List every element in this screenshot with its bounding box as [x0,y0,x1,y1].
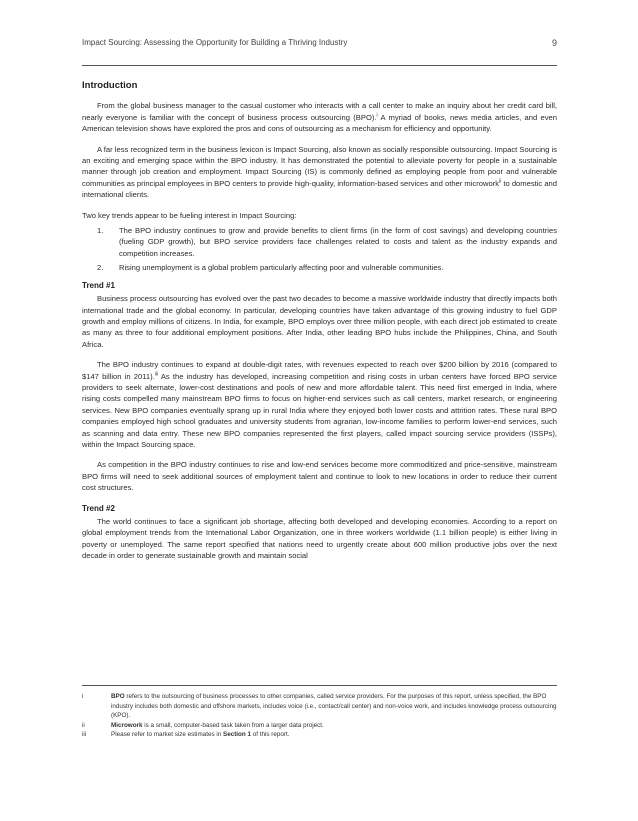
intro-paragraph-1: From the global business manager to the casual customer who interacts with a call center to make an inquiry about her credit card bill, nearly everyone is familiar with the concept of business process outsourcing (BPO).$^i$ A myriad of books, news media articles, and even American television shows have explored the pros and cons of outsourcing as a mechanism for efficiency and opportunity. [82,101,557,134]
running-title: Impact Sourcing: Assessing the Opportunity for Building a Thriving Industry [82,38,348,47]
running-header [82,38,557,47]
trend1-paragraph-2: The BPO industry continues to expand at double-digit rates, with revenues expected to reach over $200 billion by 2016 (compared to $147 billion in 2011).$^{iii}$ As the industry has developed, increasing competition and rising costs in urban centers have forced BPO service providers to seek alternate, lower-cost destinations and pools of new and more affordable talent. This need first emerged in India, where rising costs compelled many mainstream BPO firms to focus on higher-end services such as call centers, market research, or engineering services. New BPO companies eventually sprang up in rural India where they enjoyed both lower costs and attrition rates. These rural BPO companies employed high school graduates and university students from agrarian, low-income families to perform lower-end services, such as scanning and data entry. These new BPO companies represented the first players, called impact sourcing service providers (ISSPs), within the Impact Sourcing space. [82,360,557,449]
trend1-paragraph-3: As competition in the BPO industry continues to rise and low-end services become more commoditized and price-sensitive, mainstream BPO firms will need to seek additional sources of employment talent and continue to look to new locations in order to reduce their current cost structures. [82,460,557,493]
trends-list [82,225,557,274]
intro-paragraph-3: Two key trends appear to be fueling interest in Impact Sourcing: [82,210,297,220]
footnote-ref: i [376,112,378,119]
trend2-paragraph-1: The world continues to face a significant job shortage, affecting both developed and developing economies. According to a report on global employment trends from the International Labor Organization, one in three workers worldwide (1.1 billion people) is either living in poverty or unemployed. The same report specified that nations need to urgently create about 600 million productive jobs over the next decade in order to generate sustainable growth and maintain social [82,517,557,561]
intro-paragraph-2: A far less recognized term in the business lexicon is Impact Sourcing, also known as socially responsible outsourcing. Impact Sourcing is an exciting and emerging space within the BPO industry. It has demonstrated the potential to alleviate poverty for people in a sustainable manner through job creation and employment. Impact Sourcing (IS) is commonly defined as employing people from poor and vulnerable communities as principal employees in BPO centers to provide high-quality, information-based services and other microwork$^{ii}$ to domestic and international clients. [82,144,558,200]
section-heading-trend-1: Trend #1 [82,280,115,290]
footnote-item: i BPO refers to the outsourcing of business processes to other companies, called service providers. For the purposes of this report, unless specified, the BPO industry includes both domestic and offshore markets, includes voice (i.e., contact/call center) and non-voice work, and includes knowledge process outsourcing (KPO). [82,693,557,719]
trend1-paragraph-1: Business process outsourcing has evolved over the past two decades to become a massive worldwide industry that directly impacts both international trade and the global economy. In particular, developing countries have taken advantage of this growing industry to fuel GDP growth and employ millions of citizens. In India, for example, BPO employs over three million people, with each direct job estimated to create as many as three to four additional employment positions. After India, other leading BPO hubs include the Philippines, China, and South Africa. [82,294,557,349]
list-item: 2. Rising unemployment is a global problem particularly affecting poor and vulnerable communities. [97,263,444,273]
footnote-item: ii Microwork is a small, computer-based task taken from a larger data project. [82,721,324,729]
footnotes [82,692,557,740]
header-rule [82,65,557,66]
page-number: 9 [551,38,557,48]
footnote-rule [82,685,557,686]
footnote-ref: ii [499,178,502,185]
section-heading-introduction: Introduction [82,80,138,91]
section-heading-trend-2: Trend #2 [82,503,115,513]
list-item: 1. The BPO industry continues to grow and provide benefits to client firms (in the form of cost savings) and developing countries (fueling GDP growth), but BPO service providers face challenges related to costs and talent as the industry expands and competition increases. [97,226,557,258]
footnote-ref: iii [154,371,159,377]
body-content [82,80,557,571]
footnote-item: iii Please refer to market size estimates in Section 1 of this report. [82,731,290,738]
